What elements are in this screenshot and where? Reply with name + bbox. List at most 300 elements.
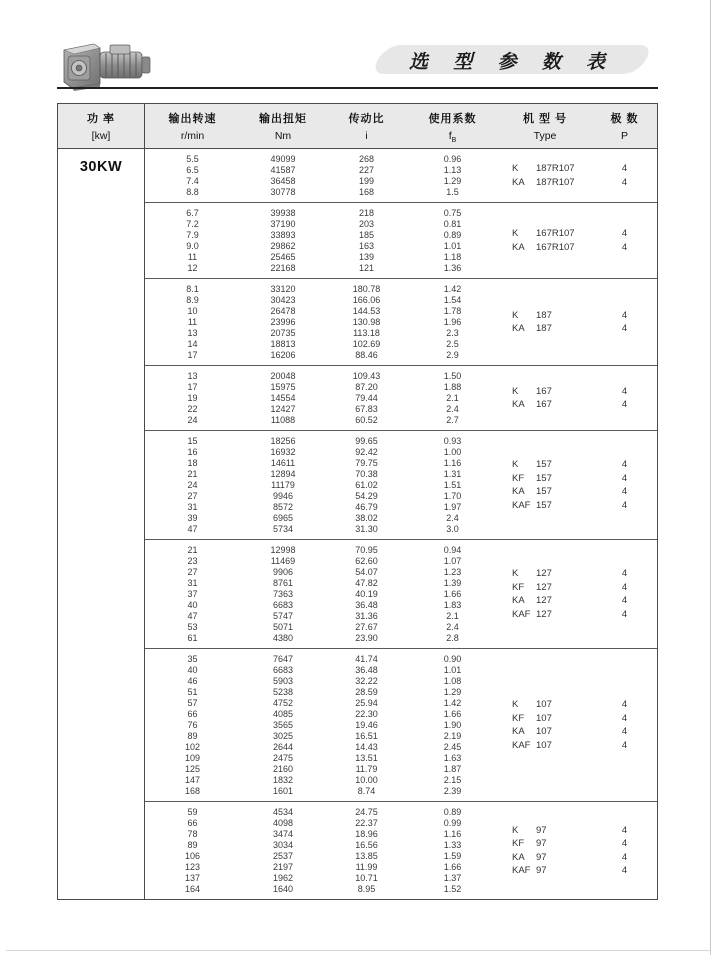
service-factor-cell: 2.45 bbox=[443, 742, 462, 752]
col-header-type: 机 型 号 Type bbox=[522, 113, 568, 142]
table-row bbox=[145, 818, 498, 829]
type-size: 167R107 bbox=[536, 241, 575, 253]
poles-value: 4 bbox=[621, 241, 628, 253]
data-rows bbox=[145, 208, 498, 274]
poles-value: 4 bbox=[621, 399, 628, 411]
ratio-cell: 185 bbox=[358, 230, 375, 240]
table-row bbox=[145, 371, 498, 382]
type-row bbox=[498, 398, 657, 412]
type-name bbox=[498, 740, 592, 751]
table-row bbox=[145, 513, 498, 524]
type-size: 97 bbox=[536, 851, 547, 863]
speed-cell: 51 bbox=[187, 687, 198, 697]
table-row bbox=[145, 219, 498, 230]
type-list bbox=[498, 284, 657, 361]
type-size: 107 bbox=[536, 739, 552, 751]
torque-cell: 16932 bbox=[270, 447, 296, 457]
speed-cell: 31 bbox=[187, 502, 198, 512]
poles-value: 4 bbox=[621, 309, 628, 321]
type-row bbox=[498, 485, 657, 499]
torque-cell: 5747 bbox=[272, 611, 294, 621]
ratio-cell: 10.00 bbox=[355, 775, 378, 785]
ratio-group bbox=[145, 278, 657, 365]
torque-cell: 20048 bbox=[270, 371, 296, 381]
ratio-cell: 18.96 bbox=[355, 829, 378, 839]
type-name bbox=[498, 486, 592, 497]
service-factor-cell: 2.19 bbox=[443, 731, 462, 741]
torque-cell: 5071 bbox=[272, 622, 294, 632]
service-factor-cell: 3.0 bbox=[446, 524, 459, 534]
service-factor-cell: 1.33 bbox=[443, 840, 462, 850]
speed-cell: 125 bbox=[184, 764, 201, 774]
ratio-cell: 199 bbox=[358, 176, 375, 186]
table-row bbox=[145, 611, 498, 622]
type-name bbox=[498, 699, 592, 710]
type-row bbox=[498, 567, 657, 581]
ratio-cell: 41.74 bbox=[355, 654, 378, 664]
torque-cell: 4752 bbox=[272, 698, 294, 708]
service-factor-cell: 0.96 bbox=[443, 154, 462, 164]
type-name bbox=[498, 568, 592, 579]
table-row bbox=[145, 753, 498, 764]
type-row bbox=[498, 824, 657, 838]
poles-value: 4 bbox=[621, 824, 628, 836]
table-row bbox=[145, 208, 498, 219]
ratio-group bbox=[145, 149, 657, 202]
speed-cell: 6.5 bbox=[186, 165, 199, 175]
service-factor-cell: 1.29 bbox=[443, 176, 462, 186]
type-row bbox=[498, 458, 657, 472]
ratio-cell: 79.44 bbox=[355, 393, 378, 403]
type-model: KF bbox=[512, 472, 525, 484]
table-header bbox=[58, 104, 657, 149]
torque-cell: 29862 bbox=[270, 241, 296, 251]
col-header-service-factor: 使用系数 $f_B$ bbox=[428, 113, 477, 145]
service-factor-cell: 2.4 bbox=[446, 622, 459, 632]
service-factor-cell: 2.4 bbox=[446, 404, 459, 414]
ratio-cell: 31.36 bbox=[355, 611, 378, 621]
data-rows bbox=[145, 807, 498, 895]
torque-cell: 5238 bbox=[272, 687, 294, 697]
poles-value: 4 bbox=[621, 851, 628, 863]
poles-value: 4 bbox=[621, 595, 628, 607]
type-size: 157 bbox=[536, 499, 552, 511]
gearmotor-photo bbox=[60, 40, 162, 92]
table-row bbox=[145, 317, 498, 328]
table-row bbox=[145, 687, 498, 698]
speed-cell: 27 bbox=[187, 567, 198, 577]
ratio-cell: 38.02 bbox=[355, 513, 378, 523]
speed-cell: 12 bbox=[187, 263, 198, 273]
ratio-cell: 92.42 bbox=[355, 447, 378, 457]
table-row bbox=[145, 252, 498, 263]
table-row bbox=[145, 654, 498, 665]
table-row bbox=[145, 382, 498, 393]
type-model: K bbox=[512, 568, 519, 580]
service-factor-cell: 0.93 bbox=[443, 436, 462, 446]
table-row bbox=[145, 589, 498, 600]
ratio-cell: 61.02 bbox=[355, 480, 378, 490]
torque-cell: 5734 bbox=[272, 524, 294, 534]
type-model: KA bbox=[512, 323, 525, 335]
ratio-cell: 70.38 bbox=[355, 469, 378, 479]
service-factor-cell: 2.8 bbox=[446, 633, 459, 643]
service-factor-cell: 1.37 bbox=[443, 873, 462, 883]
ratio-cell: 22.37 bbox=[355, 818, 378, 828]
speed-cell: 31 bbox=[187, 578, 198, 588]
type-name bbox=[498, 595, 592, 606]
service-factor-cell: 1.54 bbox=[443, 295, 462, 305]
type-row bbox=[498, 322, 657, 336]
speed-cell: 11 bbox=[187, 252, 198, 262]
torque-cell: 2475 bbox=[272, 753, 294, 763]
speed-cell: 102 bbox=[184, 742, 201, 752]
torque-cell: 14611 bbox=[270, 458, 296, 468]
table-row bbox=[145, 676, 498, 687]
speed-cell: 9.0 bbox=[186, 241, 199, 251]
type-model: KA bbox=[512, 486, 525, 498]
type-size: 127 bbox=[536, 608, 552, 620]
service-factor-cell: 1.16 bbox=[443, 829, 462, 839]
ratio-cell: 60.52 bbox=[355, 415, 378, 425]
ratio-cell: 27.67 bbox=[355, 622, 378, 632]
table-row bbox=[145, 491, 498, 502]
ratio-cell: 79.75 bbox=[355, 458, 378, 468]
torque-cell: 20735 bbox=[270, 328, 296, 338]
type-size: 97 bbox=[536, 865, 547, 877]
ratio-group bbox=[145, 430, 657, 539]
type-model: KA bbox=[512, 176, 525, 188]
type-size: 187R107 bbox=[536, 163, 575, 175]
type-list bbox=[498, 154, 657, 198]
ratio-cell: 13.51 bbox=[355, 753, 378, 763]
table-row bbox=[145, 720, 498, 731]
type-list bbox=[498, 654, 657, 797]
service-factor-cell: 1.07 bbox=[443, 556, 462, 566]
torque-cell: 11088 bbox=[270, 415, 296, 425]
table-row bbox=[145, 545, 498, 556]
torque-cell: 8761 bbox=[272, 578, 294, 588]
ratio-group bbox=[145, 648, 657, 801]
torque-cell: 6965 bbox=[272, 513, 294, 523]
speed-cell: 59 bbox=[187, 807, 198, 817]
type-name bbox=[498, 825, 592, 836]
torque-cell: 1832 bbox=[272, 775, 294, 785]
torque-cell: 6683 bbox=[272, 665, 294, 675]
speed-cell: 168 bbox=[184, 786, 201, 796]
type-row bbox=[498, 227, 657, 241]
ratio-cell: 168 bbox=[358, 187, 375, 197]
service-factor-cell: 0.89 bbox=[443, 807, 462, 817]
type-model: KA bbox=[512, 726, 525, 738]
type-list bbox=[498, 371, 657, 426]
service-factor-cell: 1.66 bbox=[443, 589, 462, 599]
service-factor-cell: 1.23 bbox=[443, 567, 462, 577]
speed-cell: 61 bbox=[187, 633, 198, 643]
torque-cell: 23996 bbox=[270, 317, 296, 327]
ratio-cell: 227 bbox=[358, 165, 375, 175]
type-model: K bbox=[512, 459, 519, 471]
ratio-cell: 11.99 bbox=[355, 862, 378, 872]
torque-cell: 3025 bbox=[272, 731, 294, 741]
type-name bbox=[498, 310, 592, 321]
speed-cell: 21 bbox=[187, 545, 198, 555]
type-size: 127 bbox=[536, 568, 552, 580]
table-row bbox=[145, 698, 498, 709]
torque-cell: 2537 bbox=[272, 851, 294, 861]
service-factor-cell: 2.5 bbox=[446, 339, 459, 349]
type-list bbox=[498, 807, 657, 895]
service-factor-cell: 2.1 bbox=[446, 611, 459, 621]
service-factor-cell: 0.90 bbox=[443, 654, 462, 664]
type-model: K bbox=[512, 309, 519, 321]
type-row bbox=[498, 472, 657, 486]
poles-value: 4 bbox=[621, 176, 628, 188]
table-row bbox=[145, 436, 498, 447]
poles-value: 4 bbox=[621, 838, 628, 850]
torque-cell: 8572 bbox=[272, 502, 294, 512]
service-factor-cell: 2.4 bbox=[446, 513, 459, 523]
table-row bbox=[145, 829, 498, 840]
poles-value: 4 bbox=[621, 486, 628, 498]
type-name bbox=[498, 852, 592, 863]
type-row bbox=[498, 837, 657, 851]
service-factor-cell: 1.90 bbox=[443, 720, 462, 730]
speed-cell: 35 bbox=[187, 654, 198, 664]
ratio-cell: 14.43 bbox=[355, 742, 378, 752]
type-model: KF bbox=[512, 581, 525, 593]
table-row bbox=[145, 764, 498, 775]
type-list bbox=[498, 436, 657, 535]
type-name bbox=[498, 323, 592, 334]
table-row bbox=[145, 709, 498, 720]
header-rule bbox=[57, 87, 658, 89]
type-list bbox=[498, 208, 657, 274]
torque-cell: 33120 bbox=[270, 284, 296, 294]
data-rows bbox=[145, 284, 498, 361]
poles-value: 4 bbox=[621, 459, 628, 471]
service-factor-cell: 1.96 bbox=[443, 317, 462, 327]
type-model: K bbox=[512, 699, 519, 711]
table-row bbox=[145, 350, 498, 361]
type-name bbox=[498, 582, 592, 593]
ratio-cell: 36.48 bbox=[355, 600, 378, 610]
speed-cell: 19 bbox=[187, 393, 198, 403]
type-size: 107 bbox=[536, 699, 552, 711]
torque-cell: 3565 bbox=[272, 720, 294, 730]
ratio-cell: 109.43 bbox=[352, 371, 381, 381]
type-size: 127 bbox=[536, 595, 552, 607]
speed-cell: 23 bbox=[187, 556, 198, 566]
torque-cell: 14554 bbox=[270, 393, 296, 403]
table-row bbox=[145, 502, 498, 513]
service-factor-cell: 0.89 bbox=[443, 230, 462, 240]
table-row bbox=[145, 404, 498, 415]
ratio-cell: 87.20 bbox=[355, 382, 378, 392]
type-model: K bbox=[512, 228, 519, 240]
type-name bbox=[498, 459, 592, 470]
type-size: 187R107 bbox=[536, 176, 575, 188]
table-body bbox=[58, 149, 657, 899]
torque-cell: 4380 bbox=[272, 633, 294, 643]
torque-cell: 7363 bbox=[272, 589, 294, 599]
speed-cell: 39 bbox=[187, 513, 198, 523]
service-factor-cell: 1.97 bbox=[443, 502, 462, 512]
torque-cell: 33893 bbox=[270, 230, 296, 240]
service-factor-cell: 0.75 bbox=[443, 208, 462, 218]
table-row bbox=[145, 230, 498, 241]
poles-value: 4 bbox=[621, 581, 628, 593]
speed-cell: 13 bbox=[187, 371, 198, 381]
speed-cell: 7.2 bbox=[186, 219, 199, 229]
table-row bbox=[145, 469, 498, 480]
ratio-cell: 144.53 bbox=[352, 306, 381, 316]
speed-cell: 53 bbox=[187, 622, 198, 632]
service-factor-cell: 2.7 bbox=[446, 415, 459, 425]
speed-cell: 18 bbox=[187, 458, 198, 468]
ratio-cell: 113.18 bbox=[353, 328, 380, 338]
type-model: KAF bbox=[512, 865, 531, 877]
torque-cell: 2160 bbox=[272, 764, 294, 774]
type-size: 157 bbox=[536, 459, 552, 471]
torque-cell: 4098 bbox=[272, 818, 294, 828]
service-factor-cell: 1.29 bbox=[443, 687, 462, 697]
speed-cell: 40 bbox=[187, 665, 198, 675]
table-row bbox=[145, 241, 498, 252]
ratio-cell: 130.98 bbox=[352, 317, 381, 327]
type-name bbox=[498, 865, 592, 876]
data-rows bbox=[145, 436, 498, 535]
speed-cell: 8.9 bbox=[186, 295, 199, 305]
service-factor-cell: 1.39 bbox=[443, 578, 462, 588]
ratio-cell: 11.79 bbox=[355, 764, 378, 774]
torque-cell: 11469 bbox=[270, 556, 296, 566]
service-factor-cell: 1.08 bbox=[443, 676, 462, 686]
col-header-poles: 极 数 P bbox=[610, 113, 639, 142]
service-factor-cell: 1.70 bbox=[443, 491, 462, 501]
type-row bbox=[498, 712, 657, 726]
ratio-cell: 203 bbox=[358, 219, 375, 229]
speed-cell: 13 bbox=[187, 328, 198, 338]
torque-cell: 11179 bbox=[271, 480, 295, 490]
data-rows bbox=[145, 654, 498, 797]
ratio-groups bbox=[145, 149, 657, 899]
torque-cell: 3034 bbox=[272, 840, 294, 850]
service-factor-cell: 1.42 bbox=[443, 698, 462, 708]
ratio-cell: 180.78 bbox=[352, 284, 381, 294]
table-row bbox=[145, 556, 498, 567]
torque-cell: 12427 bbox=[270, 404, 296, 414]
type-name bbox=[498, 399, 592, 410]
service-factor-cell: 0.81 bbox=[443, 219, 462, 229]
type-row bbox=[498, 162, 657, 176]
type-model: KAF bbox=[512, 739, 531, 751]
table-row bbox=[145, 862, 498, 873]
table-row bbox=[145, 524, 498, 535]
service-factor-cell: 1.51 bbox=[443, 480, 462, 490]
table-row bbox=[145, 447, 498, 458]
service-factor-cell: 1.63 bbox=[443, 753, 462, 763]
type-name bbox=[498, 609, 592, 620]
type-row bbox=[498, 581, 657, 595]
speed-cell: 11 bbox=[187, 317, 198, 327]
table-row bbox=[145, 884, 498, 895]
torque-cell: 16206 bbox=[270, 350, 296, 360]
table-row bbox=[145, 775, 498, 786]
service-factor-cell: 1.87 bbox=[443, 764, 462, 774]
service-factor-cell: 1.59 bbox=[443, 851, 462, 861]
table-row bbox=[145, 306, 498, 317]
speed-cell: 17 bbox=[187, 350, 198, 360]
type-name bbox=[498, 838, 592, 849]
speed-cell: 66 bbox=[187, 818, 198, 828]
torque-cell: 1962 bbox=[272, 873, 294, 883]
torque-cell: 1640 bbox=[272, 884, 294, 894]
speed-cell: 137 bbox=[184, 873, 201, 883]
type-name bbox=[498, 473, 592, 484]
type-size: 97 bbox=[536, 838, 547, 850]
table-row bbox=[145, 600, 498, 611]
speed-cell: 37 bbox=[187, 589, 198, 599]
type-size: 167 bbox=[536, 385, 552, 397]
ratio-group bbox=[145, 202, 657, 278]
type-row bbox=[498, 176, 657, 190]
service-factor-cell: 1.31 bbox=[443, 469, 462, 479]
type-size: 167 bbox=[536, 399, 552, 411]
torque-cell: 4534 bbox=[272, 807, 294, 817]
type-size: 127 bbox=[536, 581, 552, 593]
speed-cell: 7.4 bbox=[186, 176, 199, 186]
type-row bbox=[498, 608, 657, 622]
torque-cell: 2197 bbox=[272, 862, 294, 872]
type-size: 97 bbox=[536, 824, 547, 836]
torque-cell: 3474 bbox=[272, 829, 294, 839]
ratio-cell: 99.65 bbox=[355, 436, 378, 446]
torque-cell: 2644 bbox=[272, 742, 294, 752]
type-model: KA bbox=[512, 399, 525, 411]
service-factor-cell: 0.99 bbox=[443, 818, 462, 828]
speed-cell: 46 bbox=[187, 676, 198, 686]
ratio-cell: 102.69 bbox=[352, 339, 381, 349]
ratio-cell: 88.46 bbox=[355, 350, 378, 360]
table-row bbox=[145, 295, 498, 306]
torque-cell: 1601 bbox=[272, 786, 294, 796]
poles-value: 4 bbox=[621, 608, 628, 620]
type-row bbox=[498, 309, 657, 323]
ratio-cell: 67.83 bbox=[355, 404, 378, 414]
table-row bbox=[145, 176, 498, 187]
speed-cell: 89 bbox=[187, 731, 198, 741]
service-factor-cell: 2.15 bbox=[443, 775, 462, 785]
torque-cell: 12894 bbox=[270, 469, 296, 479]
type-model: K bbox=[512, 385, 519, 397]
speed-cell: 76 bbox=[187, 720, 198, 730]
poles-value: 4 bbox=[621, 499, 628, 511]
type-row bbox=[498, 499, 657, 513]
service-factor-cell: 1.16 bbox=[443, 458, 462, 468]
speed-cell: 123 bbox=[184, 862, 201, 872]
service-factor-cell: 2.9 bbox=[446, 350, 459, 360]
ratio-cell: 19.46 bbox=[355, 720, 378, 730]
speed-cell: 8.1 bbox=[186, 284, 199, 294]
table-row bbox=[145, 284, 498, 295]
ratio-group bbox=[145, 365, 657, 430]
torque-cell: 36458 bbox=[270, 176, 296, 186]
speed-cell: 78 bbox=[187, 829, 198, 839]
ratio-cell: 121 bbox=[358, 263, 375, 273]
table-row bbox=[145, 578, 498, 589]
poles-value: 4 bbox=[621, 472, 628, 484]
